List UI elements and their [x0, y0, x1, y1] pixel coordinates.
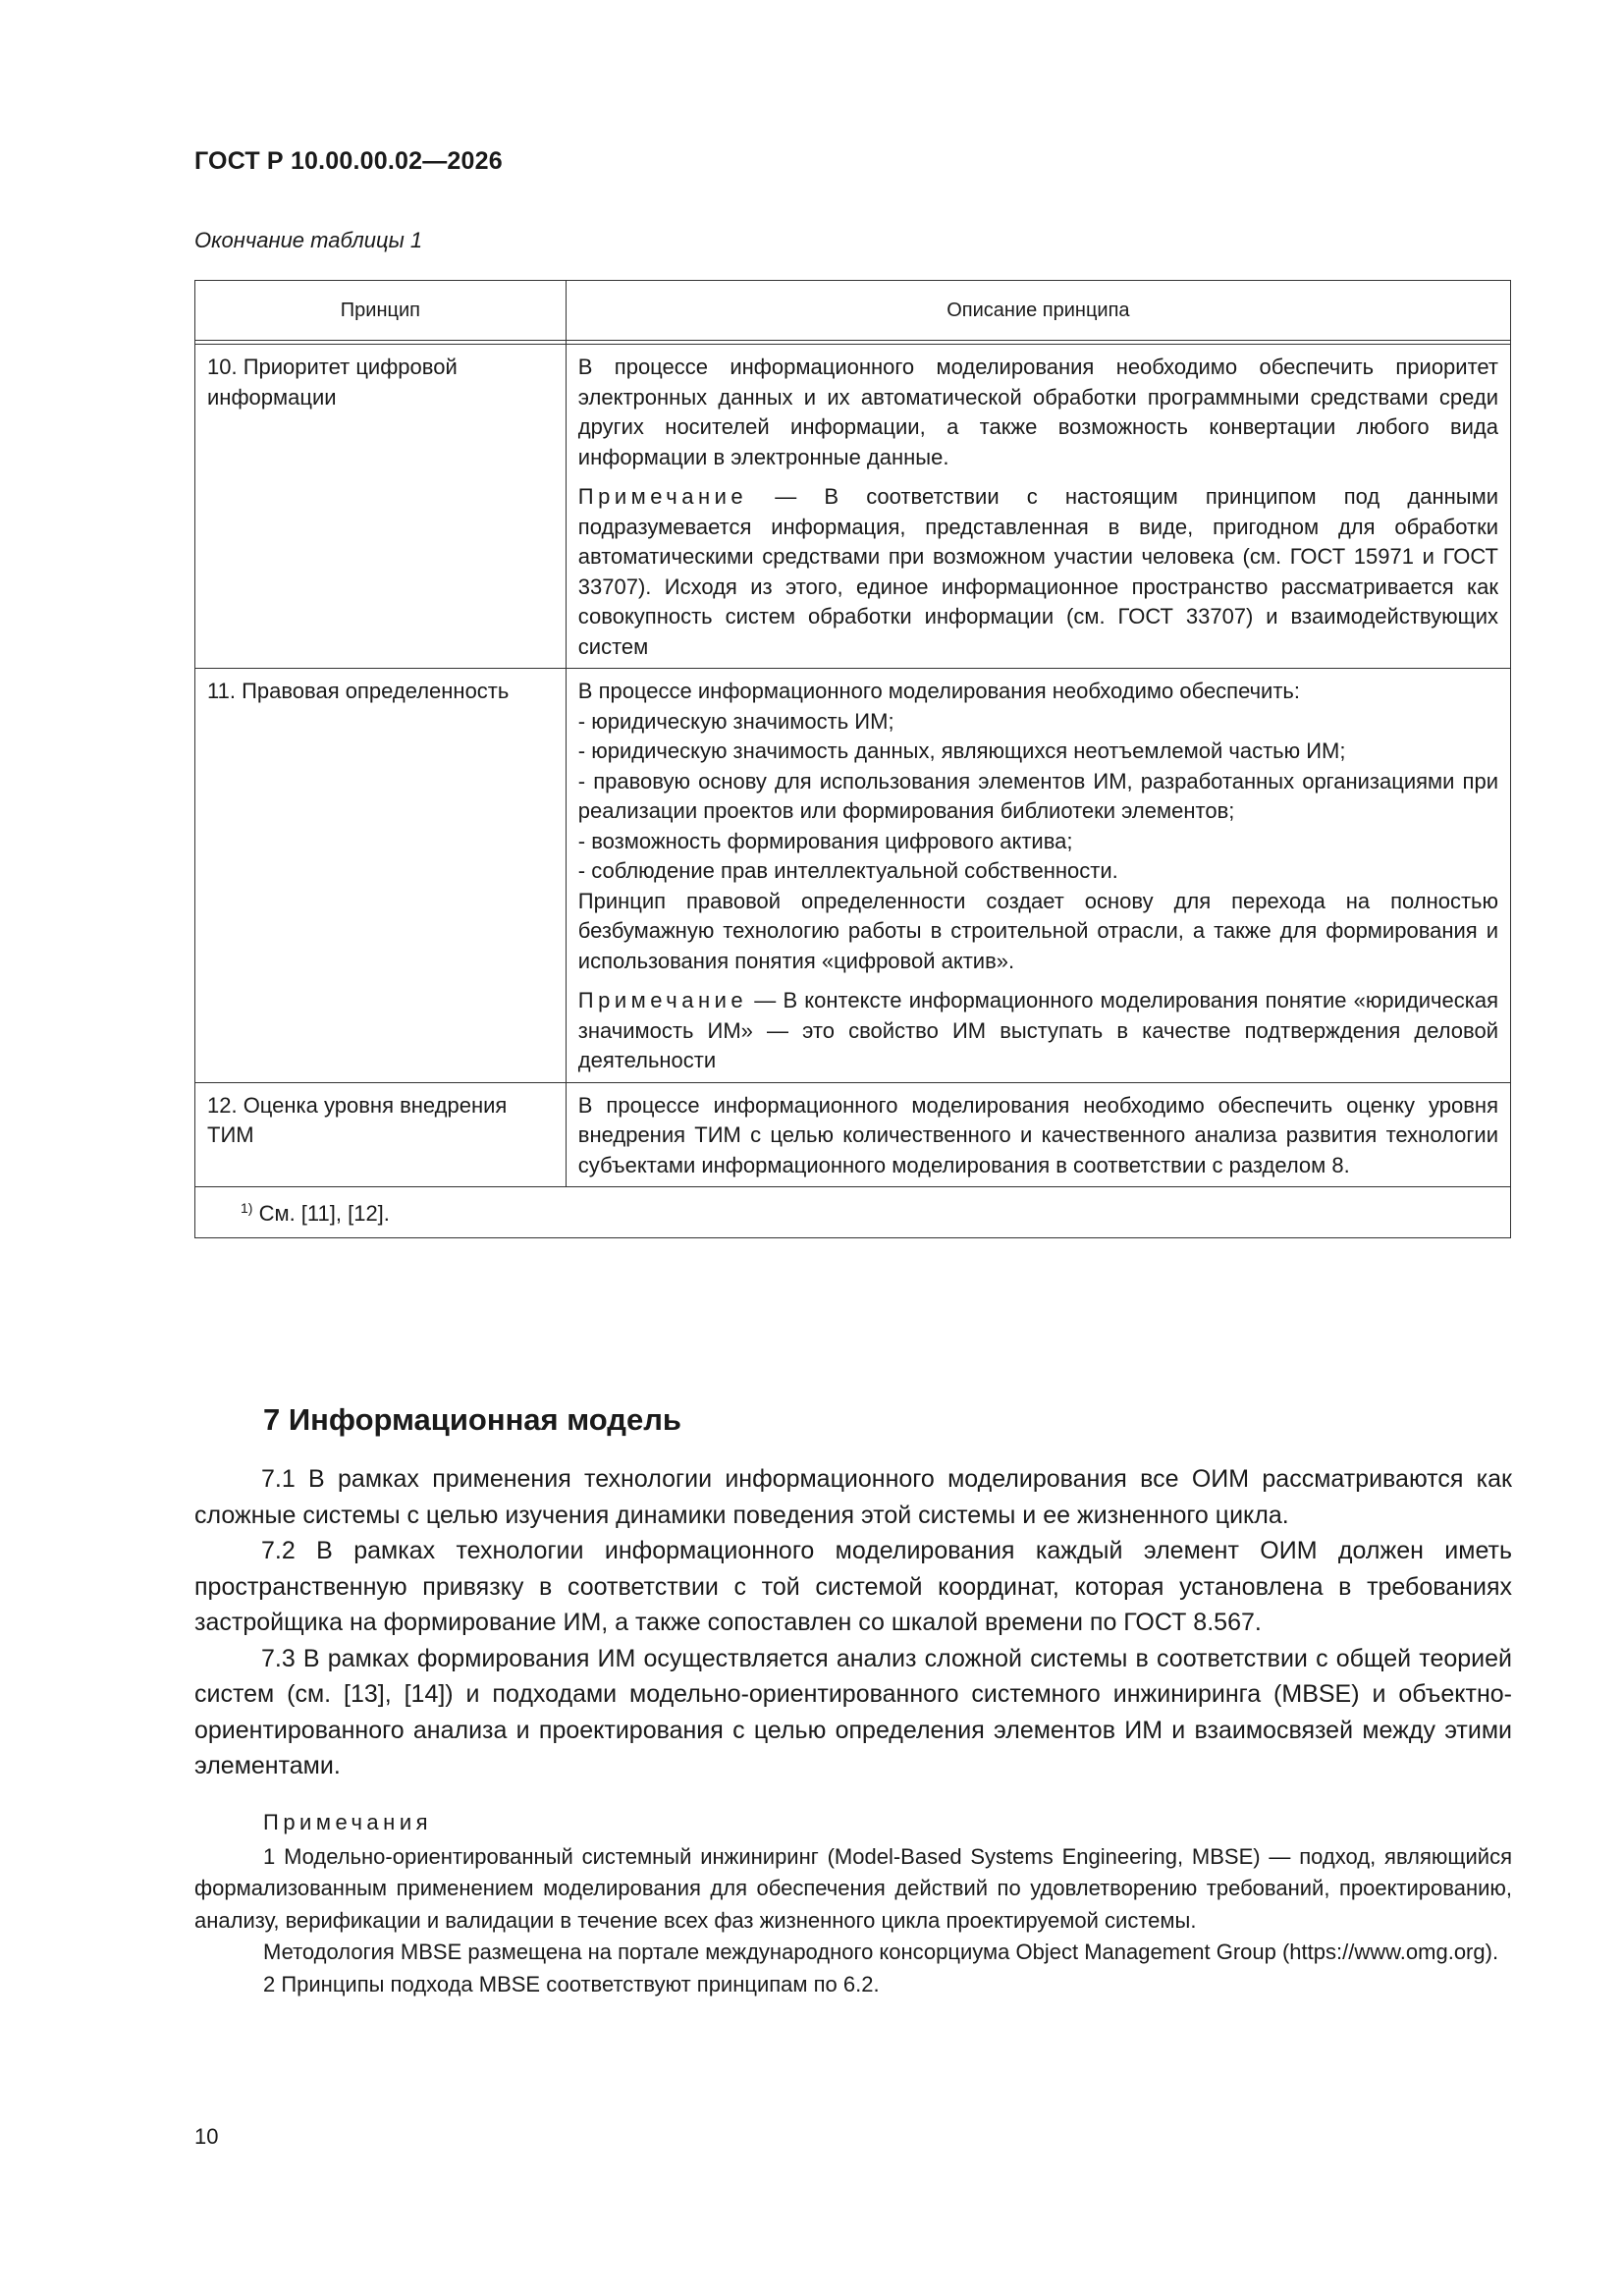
- description-cell: [566, 1082, 1510, 1187]
- notes-title: Примечания: [263, 1810, 433, 1834]
- list-item: - соблюдение прав интеллектуальной собственности.: [577, 858, 1118, 883]
- note-item: Методология MBSE размещена на портале международного консорциума Object Management Group (https://www.omg.org).: [263, 1940, 1499, 1964]
- note-item: 1 Модельно-ориентированный системный инжиниринг (Model-Based Systems Engineering, MBSE) — подход, являющийся формализованным применением моделирования для обеспечения действий по удовлетворению требований, проектированию, анализу, верификации и валидации в течение всех фаз жизненного цикла проектируемой системы.: [194, 1843, 1512, 1933]
- paragraph: 7.3 В рамках формирования ИМ осуществляется анализ сложной системы в соответствии с общей теорией систем (см. [13], [14]) и подходами модельно-ориентированного системного инжиниринга (MBSE) и объектно-ориентированного анализа и проектирования с целью определения элементов ИМ и взаимосвязей между этими элементами.: [194, 1644, 1512, 1779]
- column-header-principle: Принцип: [195, 281, 567, 341]
- list-item: - возможность формирования цифрового актива;: [577, 828, 1073, 853]
- principles-table: [194, 280, 1511, 1238]
- description-text: В процессе информационного моделирования необходимо обеспечить приоритет электронных данных и их автоматической обработки программными средствами среди других носителей информации, а также возможность конвертации любого вида информации в электронные данные.: [577, 355, 1498, 469]
- table-footnote-row: [195, 1187, 1511, 1238]
- principle-cell: 12. Оценка уровня внедрения ТИМ: [195, 1082, 567, 1187]
- description-cell: [566, 345, 1510, 669]
- section-body: [194, 1461, 1512, 1784]
- note-item: 2 Принципы подхода MBSE соответствуют принципам по 6.2.: [263, 1971, 880, 1996]
- table-header-row: [195, 281, 1511, 341]
- table-row: [195, 1082, 1511, 1187]
- table-footnote: [195, 1187, 1511, 1238]
- list-item: - юридическую значимость данных, являющихся неотъемлемой частью ИМ;: [577, 738, 1346, 763]
- note-text: — В контексте информационного моделирования понятие «юридическая значимость ИМ» — это свойство ИМ выступать в качестве подтверждения деловой деятельности: [577, 988, 1498, 1072]
- paragraph: 7.1 В рамках применения технологии информационного моделирования все ОИМ рассматриваются как сложные системы с целью изучения динамики поведения этой системы и ее жизненного цикла.: [194, 1465, 1512, 1529]
- list-item: - правовую основу для использования элементов ИМ, разработанных организациями при реализации проектов или формирования библиотеки элементов;: [577, 768, 1498, 823]
- table-caption: Окончание таблицы 1: [194, 228, 423, 252]
- principle-cell: 10. Приоритет цифровой информации: [195, 345, 567, 669]
- row-note: [578, 482, 1498, 662]
- section-notes: [194, 1807, 1512, 2000]
- column-header-description: Описание принципа: [566, 281, 1510, 341]
- row-note: [578, 986, 1498, 1076]
- note-label: Примечание: [577, 988, 748, 1012]
- document-number: ГОСТ Р 10.00.00.02—2026: [194, 147, 503, 175]
- footnote-text: См. [11], [12].: [252, 1201, 390, 1226]
- description-cell: [566, 669, 1510, 1083]
- paragraph: 7.2 В рамках технологии информационного моделирования каждый элемент ОИМ должен иметь пространственную привязку в соответствии с той системой координат, которая установлена в требованиях застройщика на формирование ИМ, а также сопоставлен со шкалой времени по ГОСТ 8.567.: [194, 1537, 1512, 1636]
- description-text: В процессе информационного моделирования необходимо обеспечить оценку уровня внедрения ТИМ с целью количественного и качественного анализа развития технологии субъектами информационного моделирования в соответствии с разделом 8.: [577, 1092, 1498, 1177]
- table-row: [195, 669, 1511, 1083]
- table-row: [195, 345, 1511, 669]
- note-label: Примечание: [577, 484, 748, 509]
- footnote-mark: 1): [241, 1200, 253, 1216]
- description-intro: В процессе информационного моделирования необходимо обеспечить:: [577, 679, 1300, 703]
- section-title: 7 Информационная модель: [263, 1402, 681, 1437]
- page-number: 10: [194, 2124, 219, 2149]
- principle-cell: 11. Правовая определенность: [195, 669, 567, 1083]
- note-text: — В соответствии с настоящим принципом под данными подразумевается информация, представленная в виде, пригодном для обработки автоматическими средствами при возможном участии человека (см. ГОСТ 15971 и ГОСТ 33707). Исходя из этого, единое информационное пространство рассматривается как совокупность систем обработки информации (см. ГОСТ 33707) и взаимодействующих систем: [577, 484, 1498, 659]
- list-item: - юридическую значимость ИМ;: [577, 708, 894, 734]
- description-conclusion: Принцип правовой определенности создает основу для перехода на полностью безбумажную технологию работы в строительной отрасли, а также для формирования и использования понятия «цифровой актив».: [577, 888, 1498, 973]
